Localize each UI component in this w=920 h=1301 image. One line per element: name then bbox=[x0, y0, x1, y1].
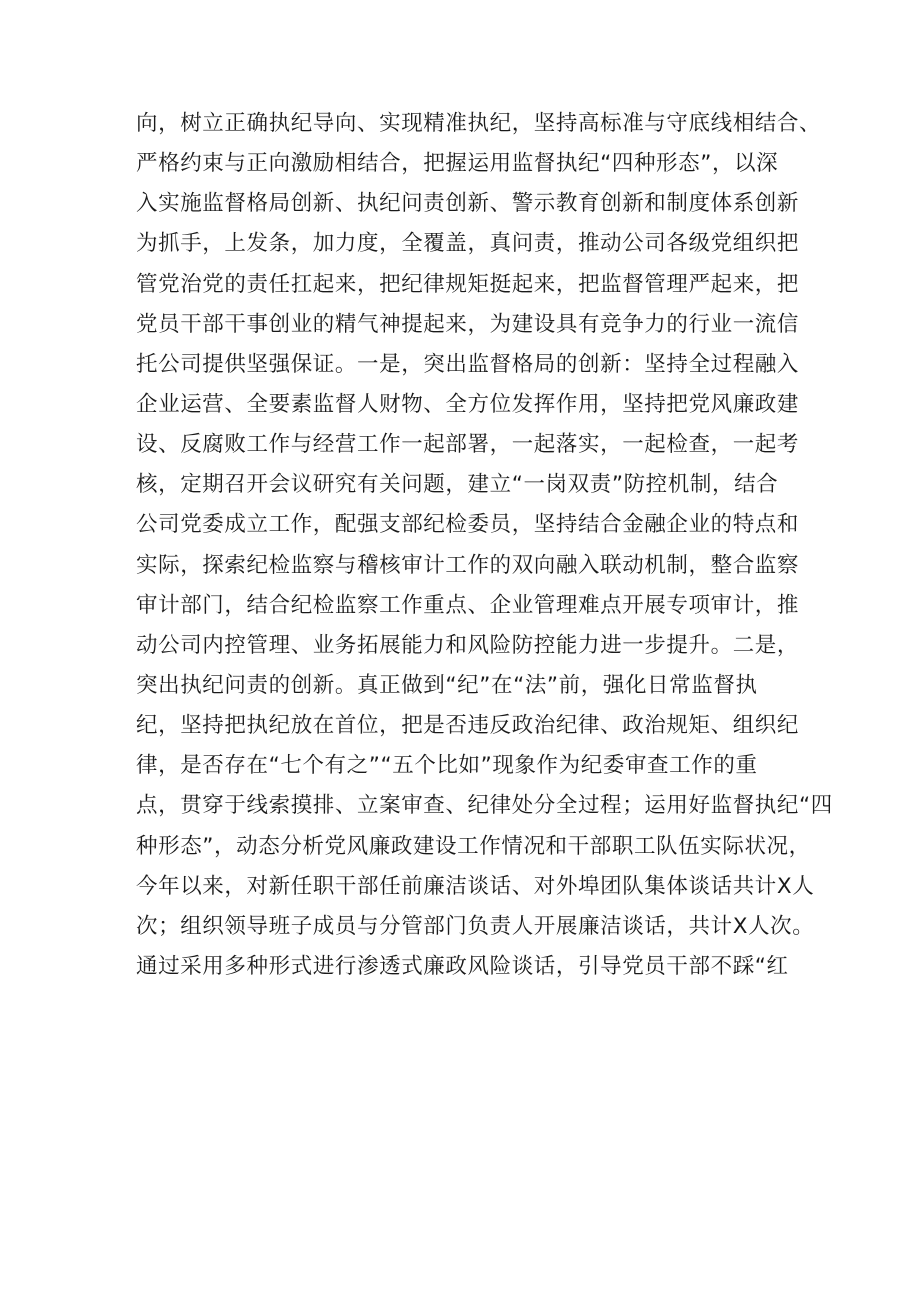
text-line: 核，定期召开会议研究有关问题，建立“一岗双责”防控机制，结合 bbox=[136, 472, 779, 498]
body-paragraph bbox=[136, 104, 833, 987]
text-line: 实际，探索纪检监察与稽核审计工作的双向融入联动机制，整合监察 bbox=[136, 552, 800, 578]
text-line: 管党治党的责任扛起来，把纪律规矩挺起来，把监督管理严起来，把 bbox=[136, 271, 800, 297]
text-line: 设、反腐败工作与经营工作一起部署，一起落实，一起检查，一起考 bbox=[136, 432, 800, 458]
text-line: 党员干部干事创业的精气神提起来，为建设具有竞争力的行业一流信 bbox=[136, 311, 800, 337]
text-line: 审计部门，结合纪检监察工作重点、企业管理难点开展专项审计，推 bbox=[136, 592, 800, 618]
text-line: 企业运营、全要素监督人财物、全方位发挥作用，坚持把党风廉政建 bbox=[136, 391, 800, 417]
text-line: 公司党委成立工作，配强支部纪检委员，坚持结合金融企业的特点和 bbox=[136, 512, 800, 538]
text-line: 托公司提供坚强保证。一是，突出监督格局的创新：坚持全过程融入 bbox=[136, 351, 800, 377]
text-line: 严格约束与正向激励相结合，把握运用监督执纪“四种形态”，以深 bbox=[136, 151, 779, 177]
text-line: 向，树立正确执纪导向、实现精准执纪，坚持高标准与守底线相结合、 bbox=[136, 111, 822, 136]
text-line: 次；组织领导班子成员与分管部门负责人开展廉洁谈话，共计X人次。 bbox=[136, 913, 815, 939]
text-line: 点，贯穿于线索摸排、立案审查、纪律处分全过程；运用好监督执纪“四 bbox=[136, 793, 833, 819]
text-line: 今年以来，对新任职干部任前廉洁谈话、对外埠团队集体谈话共计X人 bbox=[136, 873, 815, 899]
text-line: 为抓手，上发条，加力度，全覆盖，真问责，推动公司各级党组织把 bbox=[136, 231, 800, 257]
text-line: 动公司内控管理、业务拓展能力和风险防控能力进一步提升。二是， bbox=[136, 632, 800, 658]
text-line: 通过采用多种形式进行渗透式廉政风险谈话，引导党员干部不踩“红 bbox=[136, 953, 789, 979]
text-line: 纪，坚持把执纪放在首位，把是否违反政治纪律、政治规矩、组织纪 bbox=[136, 713, 800, 739]
text-line: 突出执纪问责的创新。真正做到“纪”在“法”前，强化日常监督执 bbox=[136, 672, 758, 698]
text-line: 入实施监督格局创新、执纪问责创新、警示教育创新和制度体系创新 bbox=[136, 191, 800, 217]
text-line: 种形态”，动态分析党风廉政建设工作情况和干部职工队伍实际状况， bbox=[136, 833, 811, 859]
text-line: 律，是否存在“七个有之”“五个比如”现象作为纪委审查工作的重 bbox=[136, 753, 758, 779]
